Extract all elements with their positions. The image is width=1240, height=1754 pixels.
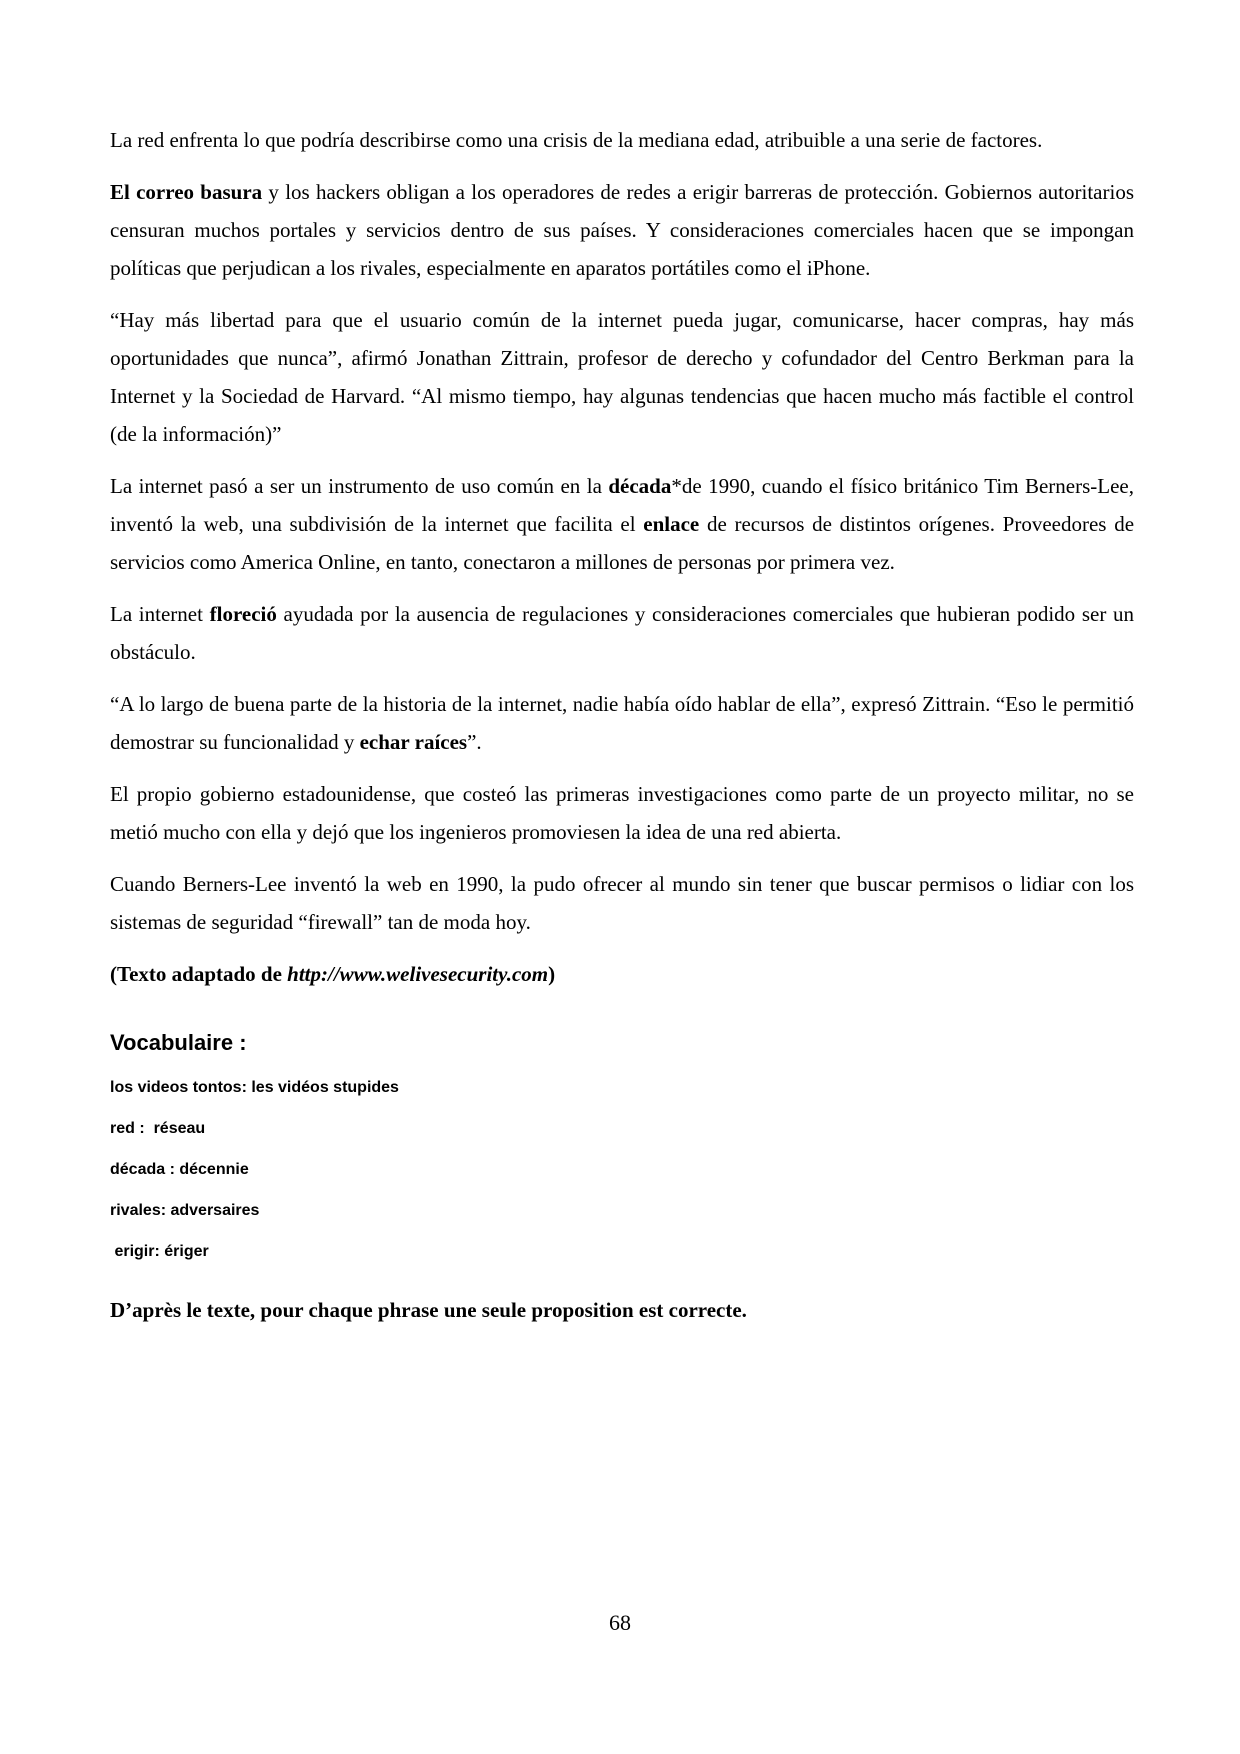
vocab-item-decada: década : décennie [110, 1161, 249, 1178]
text-run-bold: El correo basura [110, 180, 263, 204]
text-run-bold: echar raíces [359, 730, 468, 754]
paragraph-intro [110, 121, 1134, 159]
text-run: ayudada por la ausencia de regulaciones y consideraciones comerciales que hubieran podido ser un obstáculo. [110, 602, 1134, 664]
paragraph-echar-raices [110, 685, 1134, 761]
text-run: “A lo largo de buena parte de la historia de la internet, nadie había oído hablar de ella”, expresó Zittrain. “Eso le permitió demostrar su funcionalidad y [110, 692, 1134, 754]
paragraph-decada [110, 467, 1134, 581]
text-run: “Hay más libertad para que el usuario común de la internet pueda jugar, comunicarse, hacer compras, hay más oportunidades que nunca”, afirmó Jonathan Zittrain, profesor de derecho y cofundador del Centro Berkman para la Internet y la Sociedad de Harvard. “Al mismo tiempo, hay algunas tendencias que hacen mucho más factible el control (de la información)” [110, 308, 1134, 446]
text-run-bold: floreció [209, 602, 277, 626]
text-run: El propio gobierno estadounidense, que costeó las primeras investigaciones como parte de un proyecto militar, no se metió mucho con ella y dejó que los ingenieros promoviesen la idea de una red abierta. [110, 782, 1134, 844]
source-attribution [110, 955, 1134, 993]
text-run: La internet pasó a ser un instrumento de uso común en la [110, 474, 609, 498]
text-run: Cuando Berners-Lee inventó la web en 1990, la pudo ofrecer al mundo sin tener que buscar permisos o lidiar con los sistemas de seguridad “firewall” tan de moda hoy. [110, 872, 1134, 934]
vocab-item-rivales: rivales: adversaires [110, 1202, 260, 1219]
paragraph-zittrain-quote [110, 301, 1134, 453]
text-run-bold: década [608, 474, 672, 498]
text-run: *de 1990, cuando el físico británico Tim Berners-Lee, inventó la web, una subdivisión de la internet que facilita el [110, 474, 1134, 536]
paragraph-correo-basura [110, 173, 1134, 287]
text-run: ”. [467, 730, 482, 754]
vocab-item-erigir: erigir: ériger [110, 1243, 209, 1260]
source-url: http://www.welivesecurity.com [287, 962, 549, 986]
text-run-bold: enlace [643, 512, 700, 536]
instruction-line: D’après le texte, pour chaque phrase une seule proposition est correcte. [110, 1298, 747, 1322]
text-run: y los hackers obligan a los operadores de redes a erigir barreras de protección. Gobiernos autoritarios censuran muchos portales y servicios dentro de sus países. Y consideraciones comerciales hacen que se impongan políticas que perjudican a los rivales, especialmente en aparatos portátiles como el iPhone. [110, 180, 1134, 280]
vocabulary-heading: Vocabulaire : [110, 1030, 247, 1055]
paragraph-firewall [110, 865, 1134, 941]
text-run: La internet [110, 602, 210, 626]
vocab-item-red: red : réseau [110, 1120, 206, 1137]
text-run-bold: (Texto adaptado de [110, 962, 288, 986]
text-run: La red enfrenta lo que podría describirse como una crisis de la mediana edad, atribuible a una serie de factores. [110, 128, 1043, 152]
page-number: 68 [609, 1610, 631, 1635]
vocab-item-videos-tontos: los videos tontos: les vidéos stupides [110, 1079, 399, 1096]
text-run-bold: ) [548, 962, 556, 986]
page-content [110, 121, 1134, 1329]
paragraph-gobierno [110, 775, 1134, 851]
text-run: de recursos de distintos orígenes. Proveedores de servicios como America Online, en tanto, conectaron a millones de personas por primera vez. [110, 512, 1135, 574]
paragraph-florecio [110, 595, 1134, 671]
